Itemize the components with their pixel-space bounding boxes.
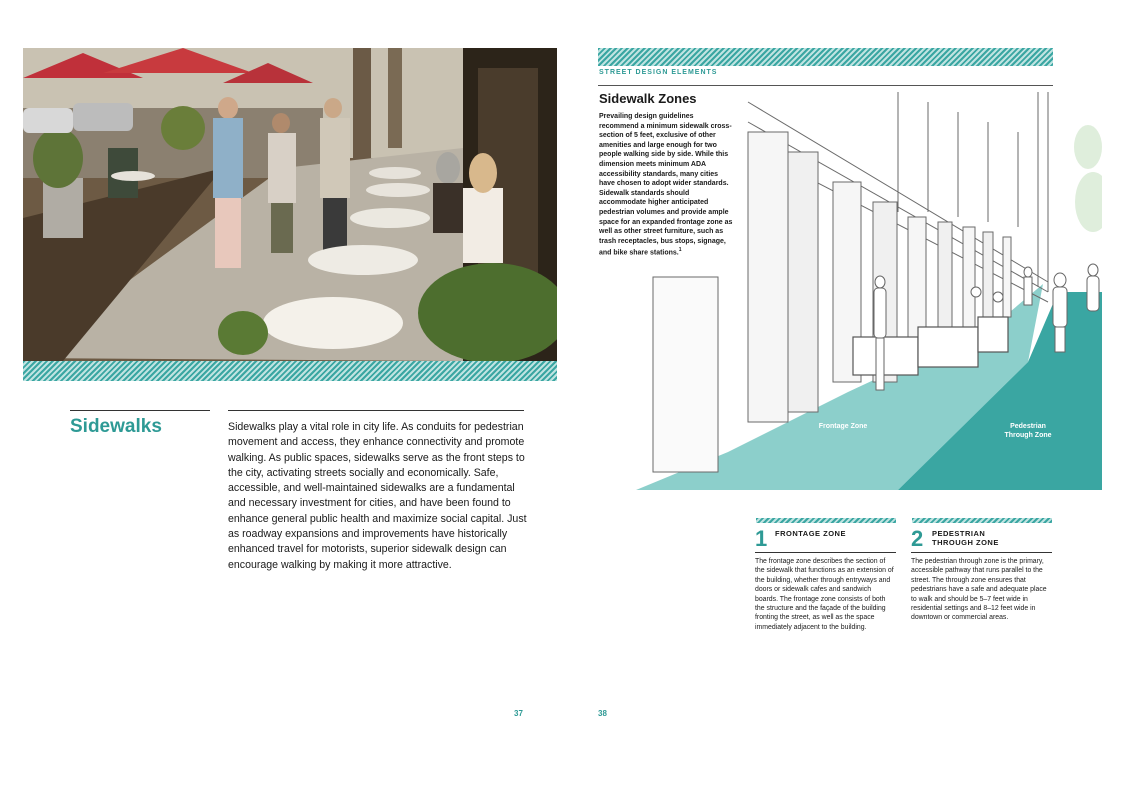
card1-text: The frontage zone describes the section of the sidewalk that functions as an extension of the building, whether through entryways and doors or sidewalk cafes and sandwich boards. The frontage zone consists of both the structure and the façade of the building fronting the street, as well as the space immediately adjacent to the building. [755,558,894,631]
card2-hatch [912,518,1052,523]
card1-number: 1 [755,526,768,551]
photo-hatch-band [23,361,557,381]
card2-title-line1: PEDESTRIAN [932,529,986,538]
sidewalk-cafe-illustration [23,48,557,361]
card1-hatch [756,518,896,523]
kicker-rule [598,85,1053,86]
section-title: Sidewalks [70,416,162,437]
section-kicker: STREET DESIGN ELEMENTS [599,69,718,76]
zones-body [599,112,735,258]
header-hatch-band [598,48,1053,66]
sidewalk-cafe-photo [23,48,557,361]
zones-title: Sidewalk Zones [599,91,697,106]
pedestrian-zone-label-line2: Through Zone [1004,432,1052,439]
page-number-left: 37 [514,709,523,718]
intro-paragraph: Sidewalks play a vital role in city life. As conduits for pedestrian movement and access, they enhance connectivity and promote walking. As public spaces, sidewalks serve as the front steps to the city, activating streets socially and economically. Safe, accessible, and well-maintained sidewalks are a fundamental and necessary investment for cities, and have been found to enhance general public health and maximize social capital. Just as roadway expansions and improvements have historically enhanced travel for motorists, superior sidewalk design can encourage walking by making it more attractive. [228,421,527,571]
card1-title: FRONTAGE ZONE [775,529,846,538]
card2-number: 2 [911,526,924,551]
title-rule [70,410,210,411]
card2-rule [911,552,1052,553]
pedestrian-zone-label-line1: Pedestrian [1010,423,1046,430]
card1-rule [755,552,896,553]
footnote-mark: 1 [678,247,682,254]
page-number-right: 38 [598,709,607,718]
zones-body-text: Prevailing design guidelines recommend a minimum sidewalk cross-section of 5 feet, exclusive of other amenities and large enough for two people walking side by side. While this dimension meets minimum ADA accessibility standards, many cities have chosen to adopt wider standards. Sidewalk standards should accommodate higher anticipated pedestrian volumes and provide ample space for an expanded frontage zone as well as other street furniture, such as trash receptacles, bus stops, signage, and bike share stations. [599,113,733,257]
card2-title-line2: THROUGH ZONE [932,538,999,547]
intro-rule [228,410,524,411]
frontage-zone-label: Frontage Zone [818,423,868,430]
card2-text: The pedestrian through zone is the primary, accessible pathway that runs parallel to the street. The through zone ensures that pedestrians have a safe and adequate place to walk and should be 5–7 feet wide in residential settings and 8–12 feet wide in downtown or commercial areas. [911,558,1047,622]
